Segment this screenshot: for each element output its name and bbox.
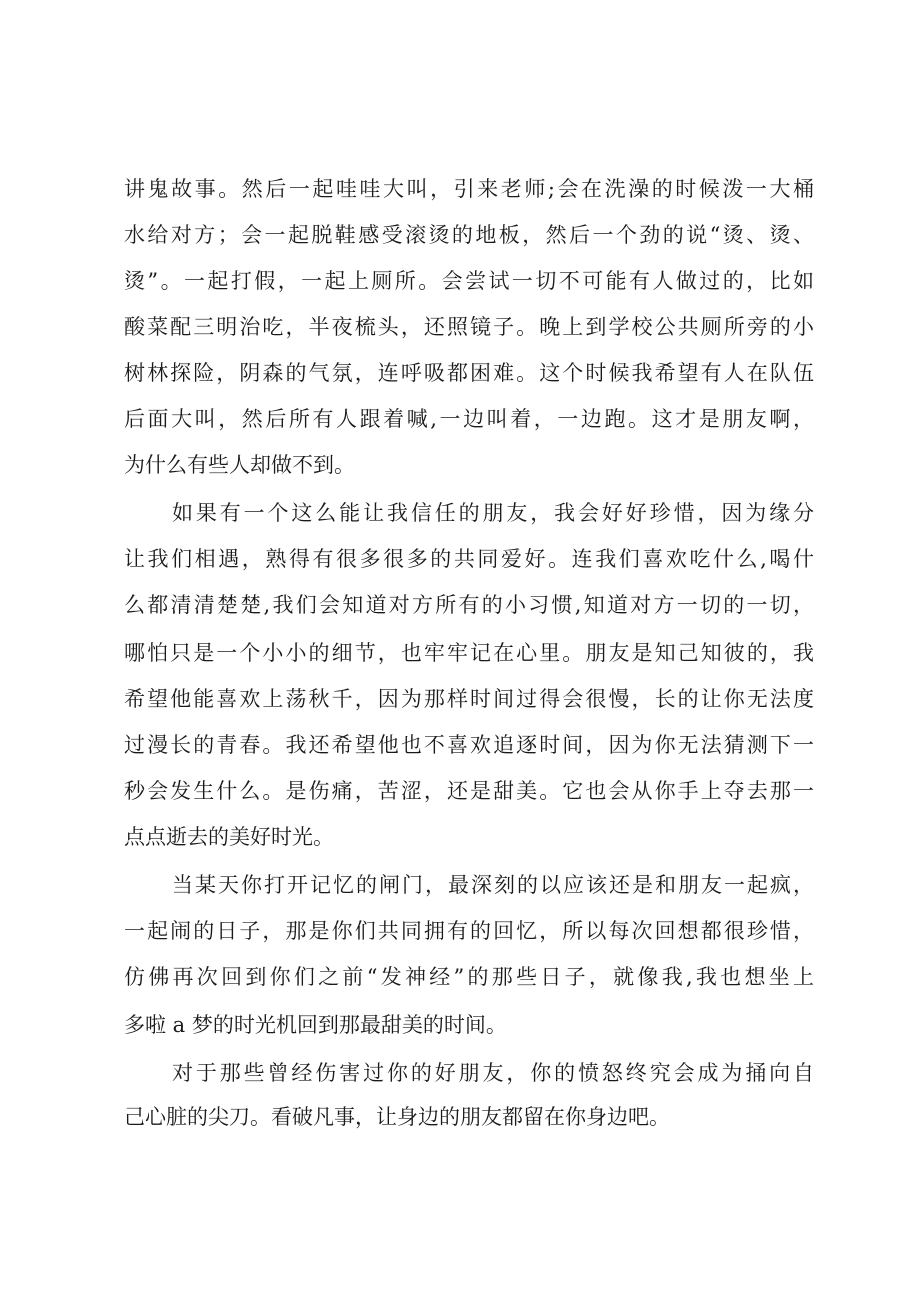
paragraph-2-line-2: 让我们相遇，熟得有很多很多的共同爱好。连我们喜欢吃什么,喝什 — [124, 547, 814, 571]
paragraph-2-line-5: 希望他能喜欢上荡秋千，因为那样时间过得会很慢，长的让你无法度 — [124, 687, 814, 711]
paragraph-2-line-3: 么都清清楚楚,我们会知道对方所有的小习惯,知道对方一切的一切， — [124, 593, 814, 617]
paragraph-1-line-2: 水给对方；会一起脱鞋感受滚烫的地板，然后一个劲的说“烫、烫、 — [124, 223, 814, 247]
paragraph-3-line-1: 当某天你打开记忆的闸门，最深刻的以应该还是和朋友一起疯， — [172, 873, 814, 897]
paragraph-1-line-7: 为什么有些人却做不到。 — [124, 453, 355, 477]
paragraph-1-line-3: 烫”。一起打假，一起上厕所。会尝试一切不可能有人做过的，比如 — [124, 269, 814, 293]
paragraph-4-line-2: 己心脏的尖刀。看破凡事，让身边的朋友都留在你身边吧。 — [124, 1105, 670, 1129]
paragraph-2-line-1: 如果有一个这么能让我信任的朋友，我会好好珍惜，因为缘分 — [172, 501, 814, 525]
paragraph-3-line-2: 一起闹的日子，那是你们共同拥有的回忆，所以每次回想都很珍惜， — [124, 919, 814, 943]
paragraph-1-line-6: 后面大叫，然后所有人跟着喊,一边叫着，一边跑。这才是朋友啊， — [124, 407, 814, 431]
paragraph-2-line-6: 过漫长的青春。我还希望他也不喜欢追逐时间，因为你无法猜测下一 — [124, 733, 814, 757]
paragraph-1-line-5: 树林探险，阴森的气氛，连呼吸都困难。这个时候我希望有人在队伍 — [124, 361, 814, 385]
paragraph-2-line-8: 点点逝去的美好时光。 — [124, 825, 334, 849]
paragraph-1-line-1: 讲鬼故事。然后一起哇哇大叫，引来老师;会在洗澡的时候泼一大桶 — [124, 177, 814, 201]
paragraph-2-line-7: 秒会发生什么。是伤痛，苦涩，还是甜美。它也会从你手上夺去那一 — [124, 779, 814, 803]
paragraph-2-line-4: 哪怕只是一个小小的细节，也牢牢记在心里。朋友是知己知彼的，我 — [124, 641, 814, 665]
paragraph-3-line-4: 多啦 a 梦的时光机回到那最甜美的时间。 — [124, 1013, 507, 1037]
paragraph-1-line-4: 酸菜配三明治吃，半夜梳头，还照镜子。晚上到学校公共厕所旁的小 — [124, 315, 814, 339]
paragraph-3-line-3: 仿佛再次回到你们之前“发神经”的那些日子，就像我,我也想坐上 — [124, 965, 814, 989]
paragraph-4-line-1: 对于那些曾经伤害过你的好朋友，你的愤怒终究会成为捅向自 — [172, 1061, 814, 1085]
